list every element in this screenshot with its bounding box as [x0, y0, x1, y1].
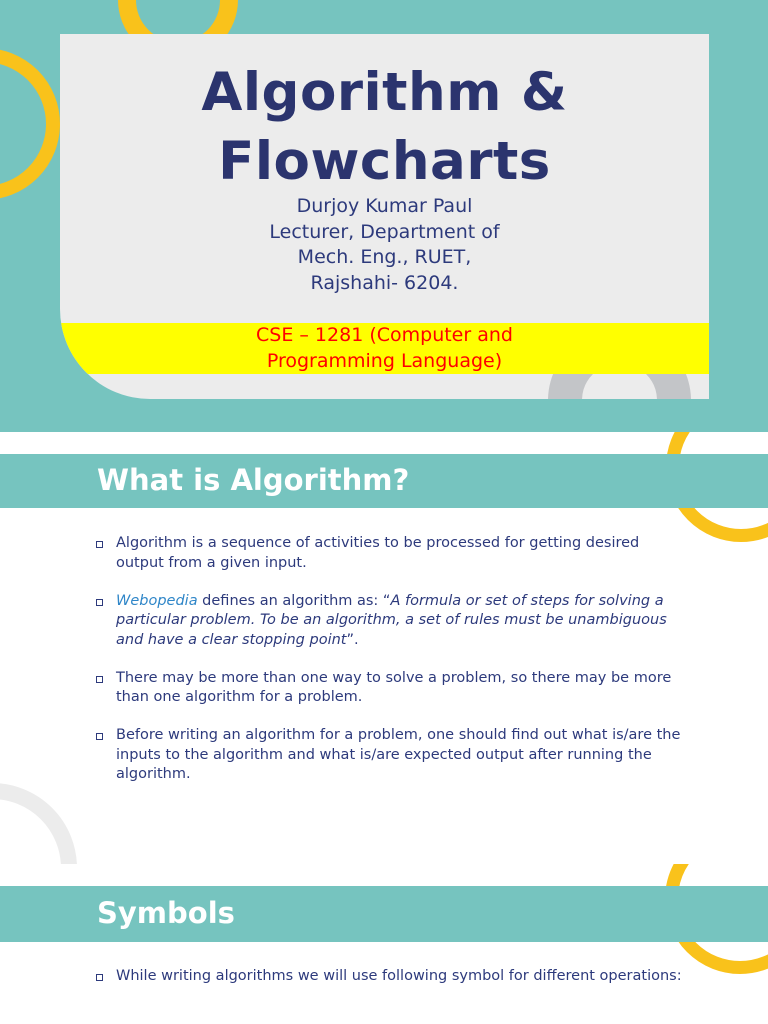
bullet-text: While writing algorithms we will use following symbol for different operations: [116, 968, 682, 984]
webopedia-link[interactable]: Webopedia [116, 592, 198, 609]
author-name: Durjoy Kumar Paul [296, 195, 473, 217]
square-bullet-icon [96, 733, 103, 740]
symbols-slide [0, 864, 768, 1024]
bullet-text: Before writing an algorithm for a problem, one should find out what is/are the inputs to the algorithm and what is/are expected output after running the algorithm. [116, 727, 681, 782]
bullet-list [96, 534, 686, 803]
course-line-2: Programming Language) [266, 349, 503, 372]
title-slide [0, 0, 768, 432]
list-item [96, 534, 686, 573]
decorative-gray-ring [0, 783, 77, 864]
list-item [96, 592, 686, 651]
algorithm-slide [0, 432, 768, 864]
author-position: Lecturer, Department of [269, 220, 500, 243]
page-title [60, 58, 709, 196]
section-heading-band [0, 886, 768, 942]
section-heading-band [0, 454, 768, 508]
definition-quote: A formula or set of steps for solving a particular problem. To be an algorithm, a set of rules must be unambiguous and have a clear stopping point [116, 592, 667, 648]
title-line-1: Algorithm & [201, 62, 568, 123]
author-address: Rajshahi- 6204. [310, 271, 459, 294]
square-bullet-icon [96, 541, 103, 548]
section-heading: Symbols [97, 896, 235, 930]
course-line-1: CSE – 1281 (Computer and [256, 324, 513, 346]
square-bullet-icon [96, 599, 103, 606]
bullet-text: defines an algorithm as: “ [197, 592, 391, 609]
list-item [96, 726, 686, 785]
bullet-text: Algorithm is a sequence of activities to be processed for getting desired output from a given input. [116, 535, 640, 571]
square-bullet-icon [96, 676, 103, 683]
list-item [96, 669, 686, 708]
bullet-text: There may be more than one way to solve a problem, so there may be more than one algorithm for a problem. [116, 669, 672, 705]
course-label [60, 323, 709, 374]
author-department: Mech. Eng., RUET, [297, 246, 472, 268]
decorative-yellow-ring [0, 48, 60, 200]
list-item [96, 967, 686, 987]
bullet-list [96, 967, 686, 1005]
title-card [60, 34, 709, 399]
author-info [60, 194, 709, 296]
title-line-2: Flowcharts [218, 131, 551, 192]
square-bullet-icon [96, 974, 103, 981]
bullet-text: ”. [346, 631, 359, 648]
section-heading: What is Algorithm? [97, 463, 410, 497]
